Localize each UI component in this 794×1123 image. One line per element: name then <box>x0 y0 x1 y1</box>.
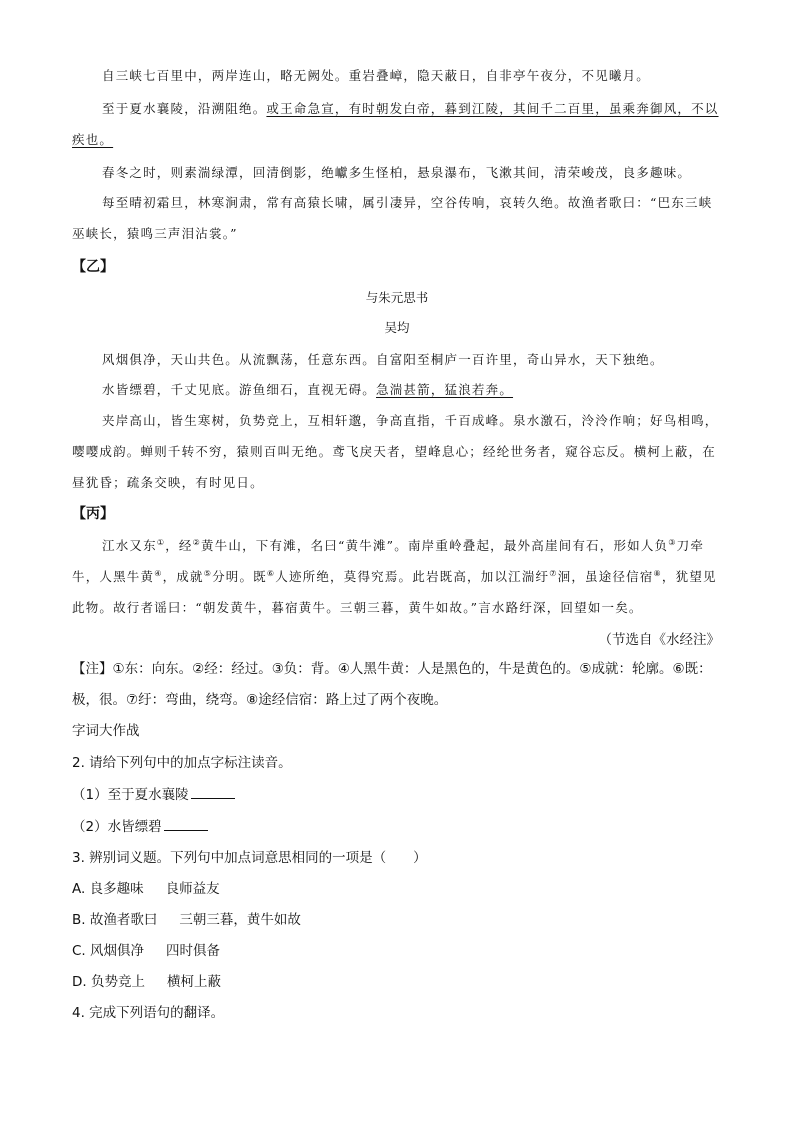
q3-option-a[interactable] <box>72 874 732 905</box>
section-title: 字词大作战 <box>72 723 140 739</box>
jia-p4-text: 每至晴初霜旦，林寒涧肃，常有高猿长啸，属引凄异，空谷传响，哀转久绝。故渔者歌曰：“巴东三峡巫峡长，猿鸣三声泪沾裳。” <box>72 195 713 241</box>
yi-p1-text: 风烟俱净，天山共色。从流飘荡，任意东西。自富阳至桐庐一百许里，奇山异水，天下独绝。 <box>102 352 664 367</box>
q3-b-left: B. 故渔者歌曰 <box>72 912 158 928</box>
answer-blank-2[interactable] <box>164 816 208 831</box>
q2-item-1 <box>72 780 732 811</box>
q3-a-left: A. 良多趣味 <box>72 881 144 897</box>
note-mark-8: ⑧ <box>653 568 662 578</box>
yi-paragraph-2 <box>72 374 720 405</box>
bing-text-4: 刀牵牛，人黑牛黄 <box>72 538 705 584</box>
q3-b-right: 三朝三暮，黄牛如故 <box>179 912 301 928</box>
yi-p2-text: 水皆缥碧，千丈见底。游鱼细石，直视无碍。 <box>102 382 377 397</box>
answer-blank-1[interactable] <box>191 784 235 799</box>
q2-stem: 2. 请给下列句中的加点字标注读音。 <box>72 755 292 771</box>
yi-title: 与朱元思书 <box>365 290 429 305</box>
jia-paragraph-2 <box>72 93 720 155</box>
jia-p2-text: 至于夏水襄陵，沿溯阻绝。 <box>102 101 267 116</box>
bing-text-2: ，经 <box>165 538 193 553</box>
q2-item-2-text: （2）水皆缥碧 <box>72 819 162 835</box>
note-mark-5: ⑤ <box>203 568 213 578</box>
q3-d-left: D. 负势竞上 <box>72 974 145 990</box>
bing-text-7: 人迹所绝，莫得究焉。此岩既高，加以江湍纡 <box>275 569 550 584</box>
q3-stem: 3. 辨别词义题。下列句中加点词意思相同的一项是（ ） <box>72 850 427 866</box>
q2-item-2 <box>72 812 732 843</box>
bing-text-1: 江水又东 <box>102 538 157 553</box>
q3-option-b[interactable] <box>72 905 732 936</box>
bing-text-3: 黄牛山，下有滩，名曰“黄牛滩”。南岸重岭叠起，最外高崖间有石，形如人负 <box>200 538 669 553</box>
note-mark-7: ⑦ <box>549 568 558 578</box>
note-mark-2: ② <box>192 537 201 547</box>
yi-p3-text: 夹岸高山，皆生寒树，负势竞上，互相轩邈，争高直指，千百成峰。泉水激石，泠泠作响；好鸟相鸣，嘤嘤成韵。蝉则千转不穷，猿则百叫无绝。鸢飞戾天者，望峰息心；经纶世务者，窥谷忘反。横柯上蔽，在昼犹昏；疏条交映，有时见日。 <box>72 413 719 490</box>
jia-paragraph-3 <box>72 157 720 188</box>
q3-c-left: C. 风烟俱净 <box>72 943 145 959</box>
bing-label: 【丙】 <box>72 506 114 522</box>
jia-p3-text: 春冬之时，则素湍绿潭，回清倒影，绝巘多生怪柏，悬泉瀑布，飞漱其间，清荣峻茂，良多趣味。 <box>102 165 692 180</box>
bing-text-8: 洄，虽途径信宿 <box>557 569 654 584</box>
q3-d-right: 横柯上蔽 <box>166 974 221 990</box>
bing-paragraph <box>72 530 720 623</box>
yi-label: 【乙】 <box>72 259 114 275</box>
jia-p1-text: 自三峡七百里中，两岸连山，略无阙处。重岩叠嶂，隐天蔽日，自非亭午夜分，不见曦月。 <box>102 68 651 83</box>
q3-option-d[interactable] <box>72 967 732 998</box>
q3-option-c[interactable] <box>72 936 732 967</box>
yi-paragraph-3 <box>72 405 720 498</box>
notes: 【注】①东：向东。②经：经过。③负：背。④人黑牛黄：人是黑色的，牛是黄色的。⑤成就：轮廓。⑥既：极，很。⑦纡：弯曲，绕弯。⑧途经信宿：路上过了两个夜晚。 <box>72 661 712 708</box>
jia-paragraph-1 <box>72 60 720 91</box>
yi-paragraph-1 <box>72 344 720 375</box>
q3-c-right: 四时俱备 <box>166 943 221 959</box>
yi-p2-underlined: 急湍甚箭，猛浪若奔。 <box>376 382 514 397</box>
q3-a-right: 良师益友 <box>165 881 220 897</box>
note-mark-1: ① <box>156 537 166 547</box>
bing-text-6: 分明。既 <box>212 569 267 584</box>
jia-paragraph-4 <box>72 187 720 249</box>
bing-text-9: ，犹望见此物。故行者谣曰：“朝发黄牛，暮宿黄牛。三朝三暮，黄牛如故。”言水路纡深，回望如一矣。 <box>72 569 717 615</box>
q2-item-1-text: （1）至于夏水襄陵 <box>72 787 189 803</box>
note-mark-6: ⑥ <box>266 568 276 578</box>
note-mark-4: ④ <box>154 568 163 578</box>
bing-source: （节选自《水经注》 <box>598 632 720 648</box>
q4-stem: 4. 完成下列语句的翻译。 <box>72 1005 225 1021</box>
jia-p2-underlined: 或王命急宣，有时朝发白帝，暮到江陵，其间千二百里，虽乘奔御风，不以疾也。 <box>72 101 719 147</box>
yi-author: 吴均 <box>384 320 410 335</box>
bing-text-5: ，成就 <box>162 569 204 584</box>
note-mark-3: ③ <box>668 537 677 547</box>
